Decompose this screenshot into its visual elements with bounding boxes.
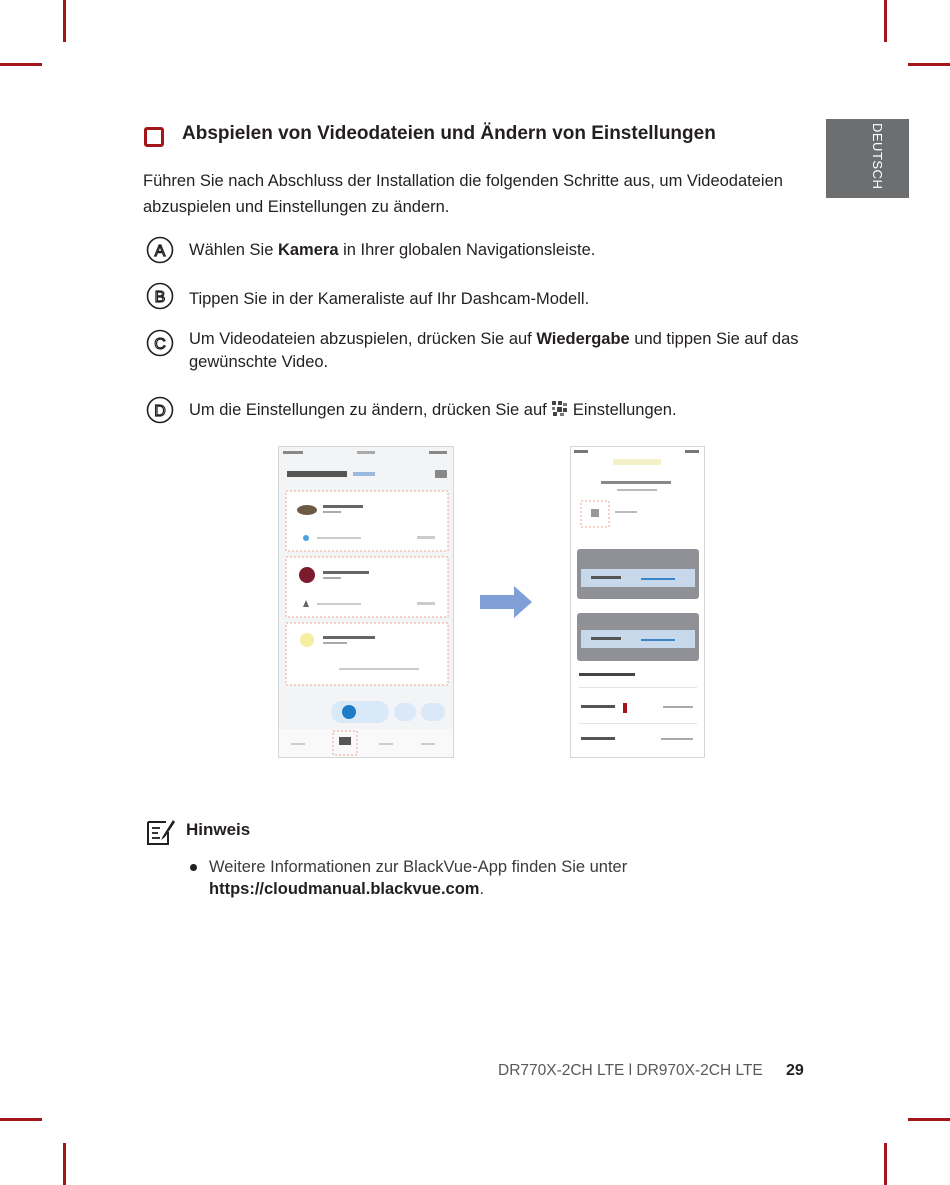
svg-text:C: C bbox=[154, 336, 166, 353]
footer-model: DR770X-2CH LTE l DR970X-2CH LTE bbox=[498, 1062, 763, 1079]
language-tab bbox=[826, 119, 909, 198]
language-tab-label: DEUTSCH bbox=[870, 123, 885, 190]
svg-text:B: B bbox=[154, 289, 166, 306]
manual-link[interactable]: https://cloudmanual.blackvue.com bbox=[209, 880, 480, 898]
camera-view-mockup bbox=[571, 447, 704, 757]
page-number: 29 bbox=[786, 1062, 804, 1079]
crop-mark bbox=[908, 63, 950, 66]
crop-mark bbox=[0, 1118, 42, 1121]
intro-paragraph: Führen Sie nach Abschluss der Installation die folgenden Schritte aus, um Videodateien abzuspielen und Einstellungen zu ändern. bbox=[143, 172, 783, 216]
app-screenshot-camera-view bbox=[570, 446, 705, 758]
step-b-text: Tippen Sie in der Kameraliste auf Ihr Dashcam-Modell. bbox=[189, 290, 590, 308]
step-a-badge-icon bbox=[145, 235, 175, 265]
crop-mark bbox=[0, 63, 42, 66]
camera-card bbox=[286, 623, 448, 685]
step-d-text: Um die Einstellungen zu ändern, drücken Sie auf Einstellungen. bbox=[189, 401, 677, 419]
svg-text:D: D bbox=[154, 403, 166, 420]
step-c-badge-icon bbox=[145, 328, 175, 358]
camera-card bbox=[286, 557, 448, 617]
camera-card bbox=[286, 491, 448, 551]
crop-mark bbox=[884, 1143, 887, 1185]
step-d-badge-icon bbox=[145, 395, 175, 425]
arrow-right-icon bbox=[480, 586, 532, 618]
crop-mark bbox=[884, 0, 887, 42]
note-icon bbox=[146, 818, 176, 846]
note-text: Weitere Informationen zur BlackVue-App finden Sie unter https://cloudmanual.blackvue.com. bbox=[209, 858, 628, 898]
step-b-badge-icon bbox=[145, 281, 175, 311]
bullet-icon bbox=[190, 864, 197, 871]
app-screenshot-camera-list bbox=[278, 446, 454, 758]
settings-icon bbox=[551, 400, 568, 417]
note-title: Hinweis bbox=[186, 820, 251, 839]
crop-mark bbox=[908, 1118, 950, 1121]
svg-text:A: A bbox=[154, 243, 166, 260]
camera-list-mockup bbox=[279, 447, 453, 757]
step-a-text: Wählen Sie Kamera in Ihrer globalen Navigationsleiste. bbox=[189, 241, 596, 259]
crop-mark bbox=[63, 0, 66, 42]
crop-mark bbox=[63, 1143, 66, 1185]
section-square-icon bbox=[144, 127, 164, 147]
section-heading: Abspielen von Videodateien und Ändern von Einstellungen bbox=[182, 123, 716, 144]
step-c-text: Um Videodateien abzuspielen, drücken Sie auf Wiedergabe und tippen Sie auf das gewünschte Video. bbox=[189, 330, 799, 371]
